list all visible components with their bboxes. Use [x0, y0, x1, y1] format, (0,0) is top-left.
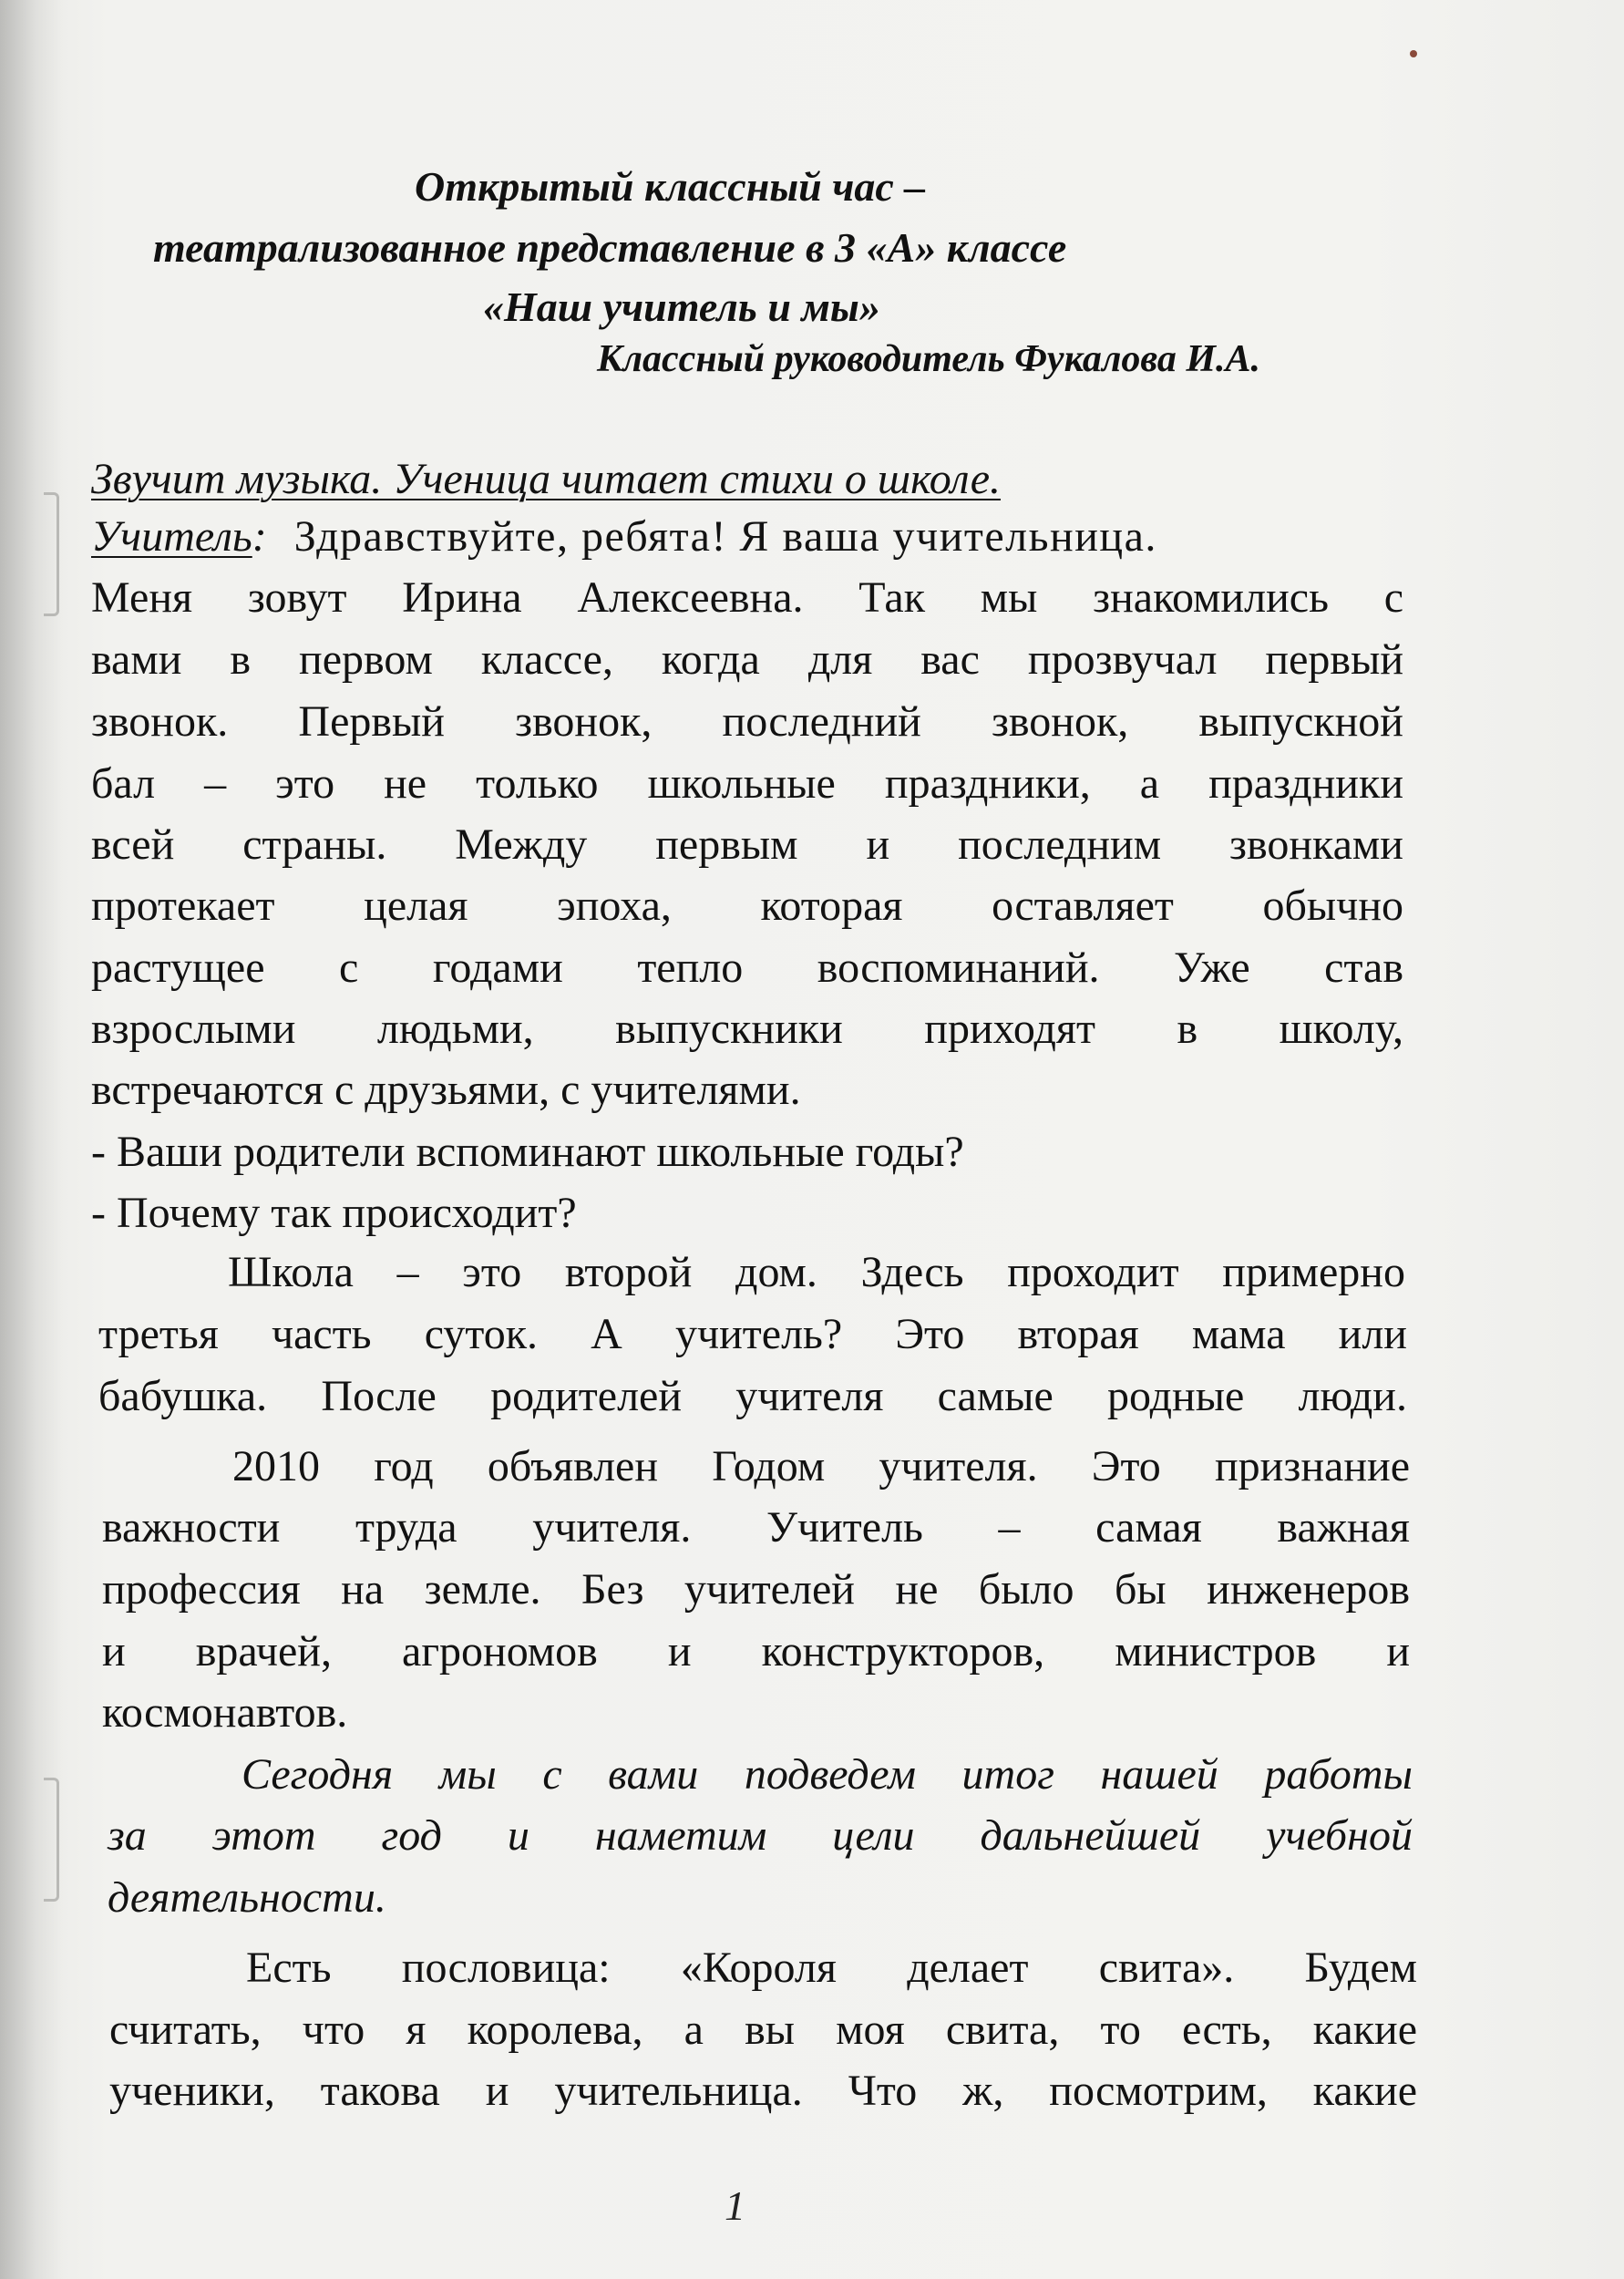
- teacher-credit: Классный руководитель Фукалова И.А.: [597, 338, 1261, 380]
- page-number: 1: [725, 2182, 745, 2229]
- italic-line-3: деятельности.: [108, 1873, 386, 1922]
- paragraph3-line-3: профессия на земле. Без учителей не было бы инженеров: [102, 1565, 1410, 1614]
- paragraph-line-3: вами в первом классе, когда для вас прозвучал первый: [91, 635, 1403, 684]
- paragraph2-line-2: третья часть суток. А учитель? Это вторая мама или: [98, 1310, 1407, 1358]
- paragraph4-line-1: Есть пословица: «Короля делает свита». Будем: [246, 1944, 1417, 1992]
- binding-shadow: [0, 0, 64, 2279]
- paragraph2-line-1: Школа – это второй дом. Здесь проходит примерно: [228, 1248, 1405, 1296]
- paragraph-line-4: звонок. Первый звонок, последний звонок, выпускной: [91, 697, 1403, 746]
- speaker-colon: :: [252, 512, 267, 561]
- ink-speck: [1410, 50, 1417, 57]
- paragraph-line-2: Меня зовут Ирина Алексеевна. Так мы знакомились с: [91, 573, 1403, 622]
- italic-line-2: за этот год и наметим цели дальнейшей учебной: [108, 1811, 1413, 1860]
- paragraph3-line-2: важности труда учителя. Учитель – самая важная: [102, 1503, 1410, 1552]
- stage-direction: Звучит музыка. Ученица читает стихи о школе.: [91, 455, 1002, 503]
- title-line-3: «Наш учитель и мы»: [483, 284, 880, 330]
- paragraph4-line-2: считать, что я королева, а вы моя свита, то есть, какие: [109, 2006, 1417, 2054]
- staple-bottom: [44, 1778, 59, 1902]
- paragraph-line-6: всей страны. Между первым и последним звонками: [91, 820, 1403, 869]
- title-line-1: Открытый классный час –: [415, 163, 926, 210]
- paragraph-line-7: протекает целая эпоха, которая оставляет обычно: [91, 882, 1403, 930]
- staple-top: [44, 492, 59, 616]
- paragraph4-line-3: ученики, такова и учительница. Что ж, посмотрим, какие: [109, 2067, 1417, 2115]
- title-line-2: театрализованное представление в 3 «А» классе: [153, 224, 1067, 271]
- paragraph-line-10: встречаются с друзьями, с учителями.: [91, 1066, 801, 1114]
- question-line-2: - Почему так происходит?: [91, 1189, 577, 1237]
- paragraph3-line-5: космонавтов.: [102, 1688, 348, 1737]
- paragraph3-line-1: 2010 год объявлен Годом учителя. Это признание: [232, 1442, 1410, 1490]
- paragraph-line-1: [91, 512, 1403, 561]
- paragraph-line-8: растущее с годами тепло воспоминаний. Уже став: [91, 944, 1403, 992]
- paragraph-line-5: бал – это не только школьные праздники, а праздники: [91, 759, 1403, 808]
- paragraph3-line-4: и врачей, агрономов и конструкторов, министров и: [102, 1627, 1410, 1676]
- speaker-label: Учитель: [91, 512, 252, 561]
- question-line-1: - Ваши родители вспоминают школьные годы?: [91, 1128, 964, 1176]
- greeting-text: Здравствуйте, ребята! Я ваша учительница.: [293, 512, 1157, 561]
- paragraph2-line-3: бабушка. После родителей учителя самые родные люди.: [98, 1372, 1407, 1420]
- italic-line-1: Сегодня мы с вами подведем итог нашей работы: [242, 1750, 1413, 1799]
- paragraph-line-9: взрослыми людьми, выпускники приходят в школу,: [91, 1005, 1403, 1053]
